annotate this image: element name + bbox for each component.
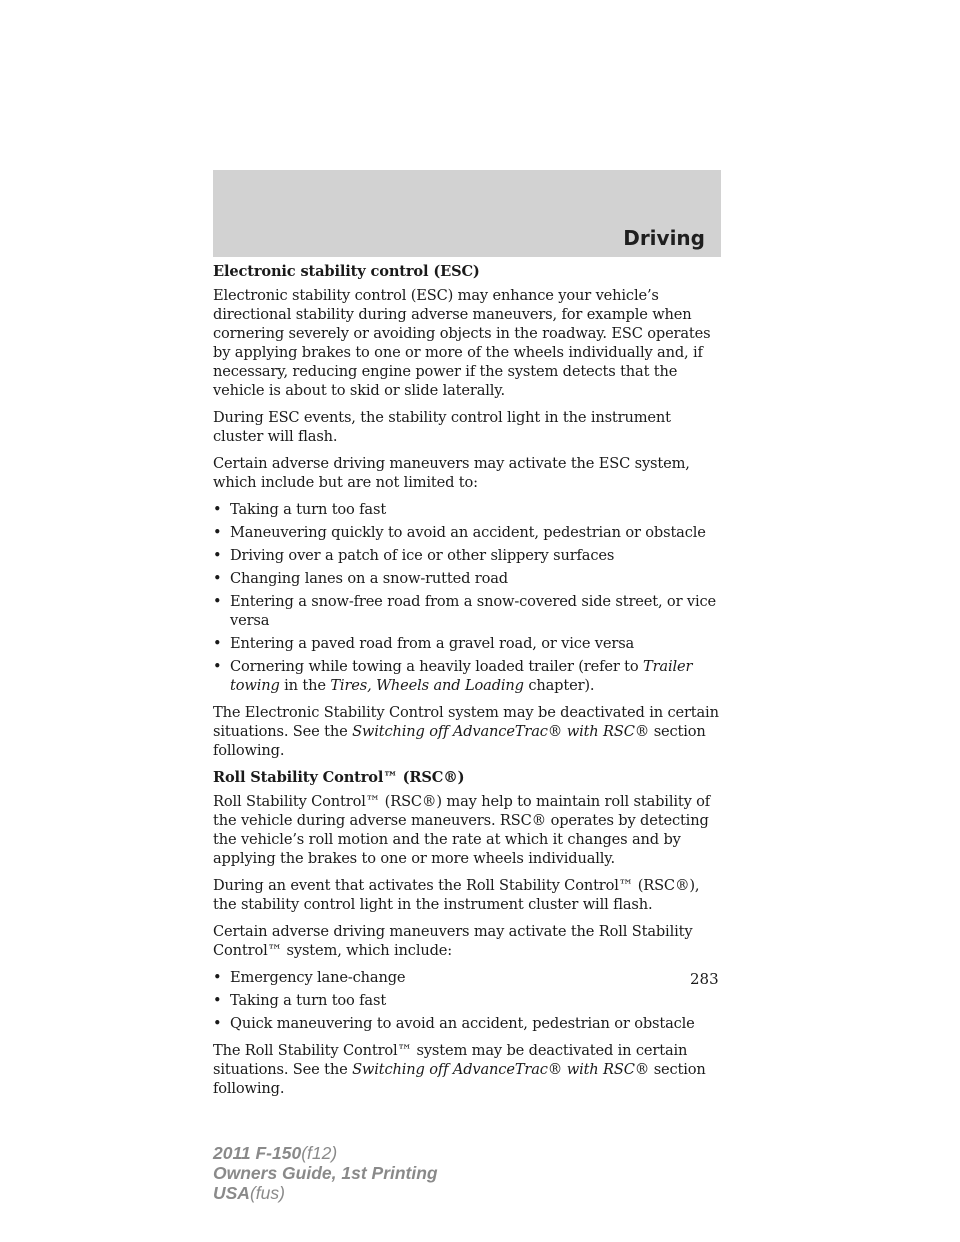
page-number: 283 — [690, 970, 719, 988]
footer-market-code: (fus) — [249, 1183, 285, 1203]
list-item: • Taking a turn too fast — [213, 500, 723, 519]
footer-line-guide — [213, 1163, 438, 1183]
section-title: Driving — [623, 226, 705, 250]
paragraph-text: section following. — [213, 1061, 706, 1097]
rsc-intro-paragraph: Roll Stability Control™ (RSC®) may help to maintain roll stability of the vehicle during adverse maneuvers. RSC® operates by detecting the vehicle’s roll motion and the rate at which it changes and by applying the brakes to one or more wheels individually. — [213, 793, 711, 867]
rsc-event-paragraph: During an event that activates the Roll Stability Control™ (RSC®), the stability control light in the instrument cluster will flash. — [213, 877, 700, 913]
list-item — [213, 657, 723, 695]
page-content — [213, 262, 723, 1106]
footer-model-code: (f12) — [301, 1143, 338, 1163]
footer-line-model — [213, 1143, 438, 1163]
list-item: • Maneuvering quickly to avoid an accident, pedestrian or obstacle — [213, 523, 723, 542]
esc-events-paragraph: During ESC events, the stability control light in the instrument cluster will flash. — [213, 409, 671, 445]
bullet-text: Cornering while towing a heavily loaded trailer (refer to — [230, 658, 644, 675]
footer-line-market — [213, 1183, 438, 1203]
paragraph-text: section following. — [213, 723, 706, 759]
list-item: • Entering a snow-free road from a snow-covered side street, or vice versa — [213, 592, 723, 630]
bullet-text: chapter). — [523, 677, 595, 694]
bullet-text: in the — [279, 677, 331, 694]
list-item: • Changing lanes on a snow-rutted road — [213, 569, 723, 588]
list-item: • Driving over a patch of ice or other slippery surfaces — [213, 546, 723, 565]
paragraph-text: The Electronic Stability Control system may be deactivated in certain situations. See the — [213, 704, 719, 740]
cross-reference-advancetrac: Switching off AdvanceTrac® with RSC® — [352, 723, 650, 740]
footer-guide-edition: Owners Guide, 1st Printing — [213, 1163, 438, 1183]
rsc-heading: Roll Stability Control™ (RSC®) — [213, 769, 465, 786]
list-item: • Taking a turn too fast — [213, 991, 723, 1010]
esc-deactivate-paragraph — [213, 703, 723, 760]
rsc-maneuvers-intro: Certain adverse driving maneuvers may activate the Roll Stability Control™ system, which include: — [213, 923, 693, 959]
list-item: • Emergency lane-change — [213, 968, 723, 987]
list-item: • Entering a paved road from a gravel road, or vice versa — [213, 634, 723, 653]
cross-reference-tires-chapter: Tires, Wheels and Loading — [330, 677, 524, 694]
esc-maneuver-list — [213, 500, 723, 695]
esc-maneuvers-intro: Certain adverse driving maneuvers may activate the ESC system, which include but are not limited to: — [213, 455, 690, 491]
rsc-deactivate-paragraph — [213, 1041, 723, 1098]
print-footer — [213, 1143, 438, 1203]
footer-market: USA — [213, 1183, 250, 1203]
cross-reference-trailer-towing: Trailer towing — [230, 658, 693, 694]
cross-reference-advancetrac: Switching off AdvanceTrac® with RSC® — [352, 1061, 650, 1078]
section-header-band — [213, 170, 721, 257]
list-item: • Quick maneuvering to avoid an accident, pedestrian or obstacle — [213, 1014, 723, 1033]
footer-model: 2011 F-150 — [213, 1143, 302, 1163]
rsc-maneuver-list — [213, 968, 723, 1033]
esc-intro-paragraph: Electronic stability control (ESC) may enhance your vehicle’s directional stability during adverse maneuvers, for example when cornering severely or avoiding objects in the roadway. ESC operates by applying brakes to one or more of the wheels individually and, if necessary, reducing engine power if the system detects that the vehicle is about to skid or slide laterally. — [213, 287, 711, 399]
esc-heading: Electronic stability control (ESC) — [213, 263, 480, 280]
paragraph-text: The Roll Stability Control™ system may be deactivated in certain situations. See the — [213, 1042, 688, 1078]
